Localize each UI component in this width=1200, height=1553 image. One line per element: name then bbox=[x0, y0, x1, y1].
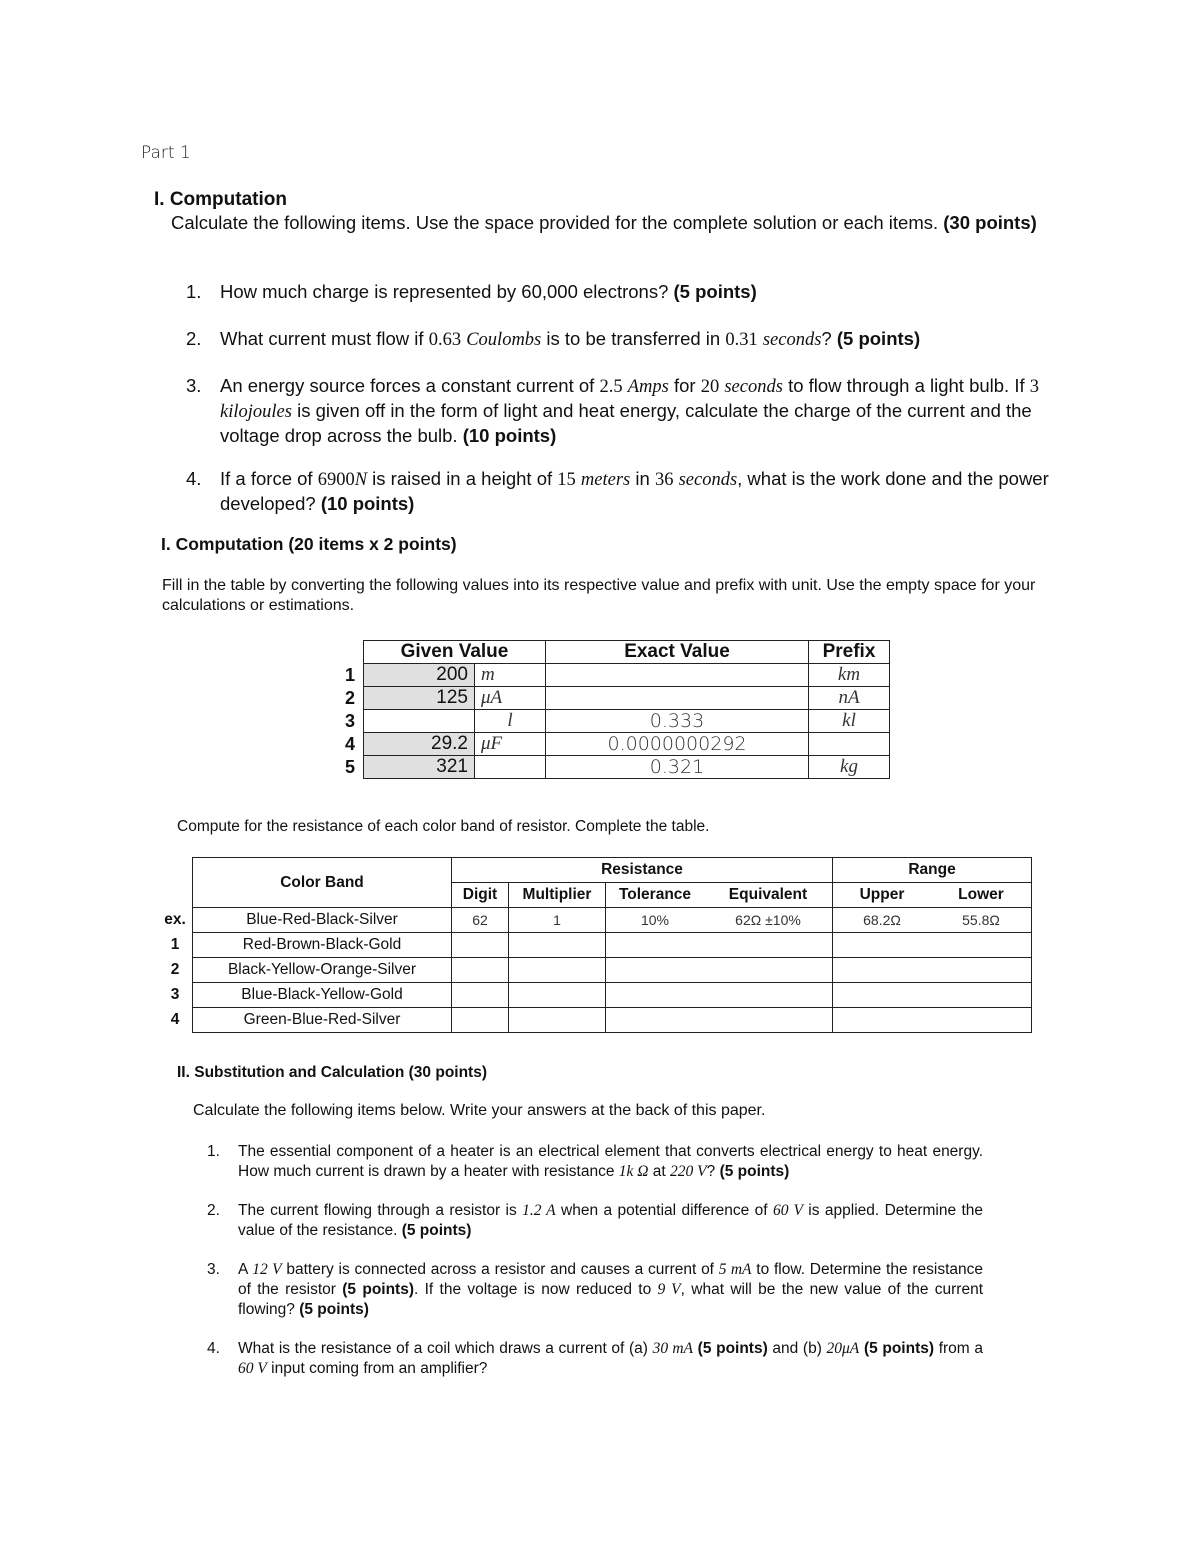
prefix: nA bbox=[809, 687, 890, 710]
given-unit: m bbox=[475, 664, 546, 687]
row-number: 1 bbox=[344, 664, 355, 685]
given-unit bbox=[475, 756, 546, 779]
given-unit: μA bbox=[475, 687, 546, 710]
section2-heading: I. Computation (20 items x 2 points) bbox=[161, 534, 457, 554]
exact-value bbox=[546, 687, 809, 710]
row-label: 4 bbox=[170, 1011, 180, 1028]
part-label: Part 1 bbox=[141, 143, 191, 163]
lower: 55.8Ω bbox=[931, 908, 1032, 933]
question-text: How much charge is represented by 60,000 electrons? (5 points) bbox=[220, 281, 757, 302]
equivalent: 62Ω ±10% bbox=[704, 908, 833, 933]
range-cell bbox=[833, 1008, 1032, 1033]
color-band: Blue-Red-Black-Silver bbox=[193, 908, 452, 933]
digit-cell bbox=[452, 958, 509, 983]
upper: 68.2Ω bbox=[833, 908, 932, 933]
table-row bbox=[335, 733, 890, 756]
table-row bbox=[158, 983, 1032, 1008]
table-row bbox=[335, 710, 890, 733]
section1-intro bbox=[171, 211, 1061, 234]
header-digit: Digit bbox=[452, 883, 509, 908]
tolerance: 10% bbox=[606, 908, 705, 933]
header-prefix: Prefix bbox=[809, 641, 890, 664]
range-cell bbox=[833, 983, 1032, 1008]
color-band: Black-Yellow-Orange-Silver bbox=[193, 958, 452, 983]
range-cell bbox=[833, 933, 1032, 958]
intro-text: Calculate the following items. Use the space provided for the complete solution or each items. bbox=[171, 212, 939, 233]
header-tolerance: Tolerance bbox=[606, 883, 705, 908]
prefix bbox=[809, 733, 890, 756]
resistor-header-row-1 bbox=[158, 858, 1032, 883]
row-label: 3 bbox=[170, 986, 180, 1003]
section3-heading: II. Substitution and Calculation (30 points) bbox=[177, 1064, 487, 1081]
question-text: A 12 V battery is connected across a resistor and causes a current of 5 mA to flow. Determine the resistance of the resistor (5 points). If the voltage is now reduced to 9 V, what will be the new value of the current flowing? (5 points) bbox=[238, 1261, 984, 1318]
multiplier-cell bbox=[509, 983, 606, 1008]
row-number: 2 bbox=[344, 687, 355, 708]
header-multiplier: Multiplier bbox=[509, 883, 606, 908]
table-row bbox=[335, 664, 890, 687]
range-cell bbox=[833, 958, 1032, 983]
question-number: 3. bbox=[207, 1261, 220, 1278]
row-label: 2 bbox=[170, 961, 180, 978]
question-text: The essential component of a heater is an electrical element that converts electrical energy to heat energy. How much current is drawn by a heater with resistance 1k Ω at 220 V? (5 points) bbox=[238, 1143, 983, 1180]
question-text: An energy source forces a constant current of 2.5 Amps for 20 seconds to flow through a light bulb. If 3 kilojoules is given off in the form of light and heat energy, calculate the charge of the current and the voltage drop across the bulb. (10 points) bbox=[220, 375, 1040, 446]
given-value bbox=[364, 710, 475, 733]
prefix: kg bbox=[809, 756, 890, 779]
resistance-cell bbox=[606, 933, 833, 958]
multiplier-cell bbox=[509, 1008, 606, 1033]
table-row bbox=[158, 958, 1032, 983]
table-row bbox=[158, 933, 1032, 958]
header-equivalent: Equivalent bbox=[704, 883, 833, 908]
section2-instructions: Fill in the table by converting the following values into its respective value and prefix with unit. Use the empty space for your calculations or estimations. bbox=[162, 577, 1036, 614]
header-exact-value: Exact Value bbox=[546, 641, 809, 664]
question-number: 4. bbox=[207, 1340, 220, 1357]
section1-heading: I. Computation bbox=[154, 189, 287, 210]
given-value: 125 bbox=[364, 687, 475, 710]
digit: 62 bbox=[452, 908, 509, 933]
example-row bbox=[158, 908, 1032, 933]
digit-cell bbox=[452, 933, 509, 958]
resistor-table bbox=[158, 857, 1032, 1033]
header-range: Range bbox=[833, 858, 1032, 883]
header-given-value: Given Value bbox=[364, 641, 546, 664]
given-value: 321 bbox=[364, 756, 475, 779]
color-band: Red-Brown-Black-Gold bbox=[193, 933, 452, 958]
table-row bbox=[335, 756, 890, 779]
header-resistance: Resistance bbox=[452, 858, 833, 883]
header-upper: Upper bbox=[833, 883, 932, 908]
row-label: ex. bbox=[164, 911, 186, 928]
question-text: What is the resistance of a coil which draws a current of (a) 30 mA (5 points) and (b) 20μA (5 points) from a 60 V input coming from an amplifier? bbox=[238, 1340, 983, 1377]
section3-instructions: Calculate the following items below. Write your answers at the back of this paper. bbox=[193, 1102, 766, 1119]
exact-value: 0.0000000292 bbox=[546, 733, 809, 756]
resistor-instructions: Compute for the resistance of each color band of resistor. Complete the table. bbox=[177, 818, 710, 835]
color-band: Green-Blue-Red-Silver bbox=[193, 1008, 452, 1033]
conversion-header-row bbox=[335, 641, 890, 664]
question-number: 2. bbox=[207, 1202, 220, 1219]
prefix: kl bbox=[809, 710, 890, 733]
question-number: 3. bbox=[186, 375, 202, 396]
multiplier: 1 bbox=[509, 908, 606, 933]
digit-cell bbox=[452, 1008, 509, 1033]
intro-points: (30 points) bbox=[943, 212, 1037, 233]
exact-value: 0.321 bbox=[546, 756, 809, 779]
question-text: What current must flow if 0.63 Coulombs is to be transferred in 0.31 seconds? (5 points) bbox=[220, 328, 921, 350]
given-unit: μF bbox=[475, 733, 546, 756]
resistance-cell bbox=[606, 1008, 833, 1033]
question-text: If a force of 6900N is raised in a height of 15 meters in 36 seconds, what is the work done and the power developed? (10 points) bbox=[220, 468, 1049, 514]
question-number: 4. bbox=[186, 468, 202, 489]
digit-cell bbox=[452, 983, 509, 1008]
conversion-table bbox=[335, 640, 890, 779]
row-number: 5 bbox=[344, 756, 355, 777]
question-number: 1. bbox=[186, 281, 202, 302]
table-row bbox=[335, 687, 890, 710]
row-number: 3 bbox=[344, 710, 355, 731]
header-lower: Lower bbox=[931, 883, 1032, 908]
blank-header bbox=[335, 641, 364, 664]
header-color-band: Color Band bbox=[193, 858, 452, 908]
row-label: 1 bbox=[170, 936, 180, 953]
color-band: Blue-Black-Yellow-Gold bbox=[193, 983, 452, 1008]
given-value: 29.2 bbox=[364, 733, 475, 756]
exact-value bbox=[546, 664, 809, 687]
resistance-cell bbox=[606, 983, 833, 1008]
exact-value: 0.333 bbox=[546, 710, 809, 733]
blank-label bbox=[158, 858, 193, 908]
given-value: 200 bbox=[364, 664, 475, 687]
resistance-cell bbox=[606, 958, 833, 983]
row-number: 4 bbox=[344, 733, 355, 754]
table-row bbox=[158, 1008, 1032, 1033]
multiplier-cell bbox=[509, 933, 606, 958]
given-unit: l bbox=[475, 710, 546, 733]
multiplier-cell bbox=[509, 958, 606, 983]
question-number: 1. bbox=[207, 1143, 220, 1160]
question-number: 2. bbox=[186, 328, 202, 349]
question-text: The current flowing through a resistor is 1.2 A when a potential difference of 60 V is applied. Determine the value of the resistance. (5 points) bbox=[238, 1202, 984, 1239]
prefix: km bbox=[809, 664, 890, 687]
